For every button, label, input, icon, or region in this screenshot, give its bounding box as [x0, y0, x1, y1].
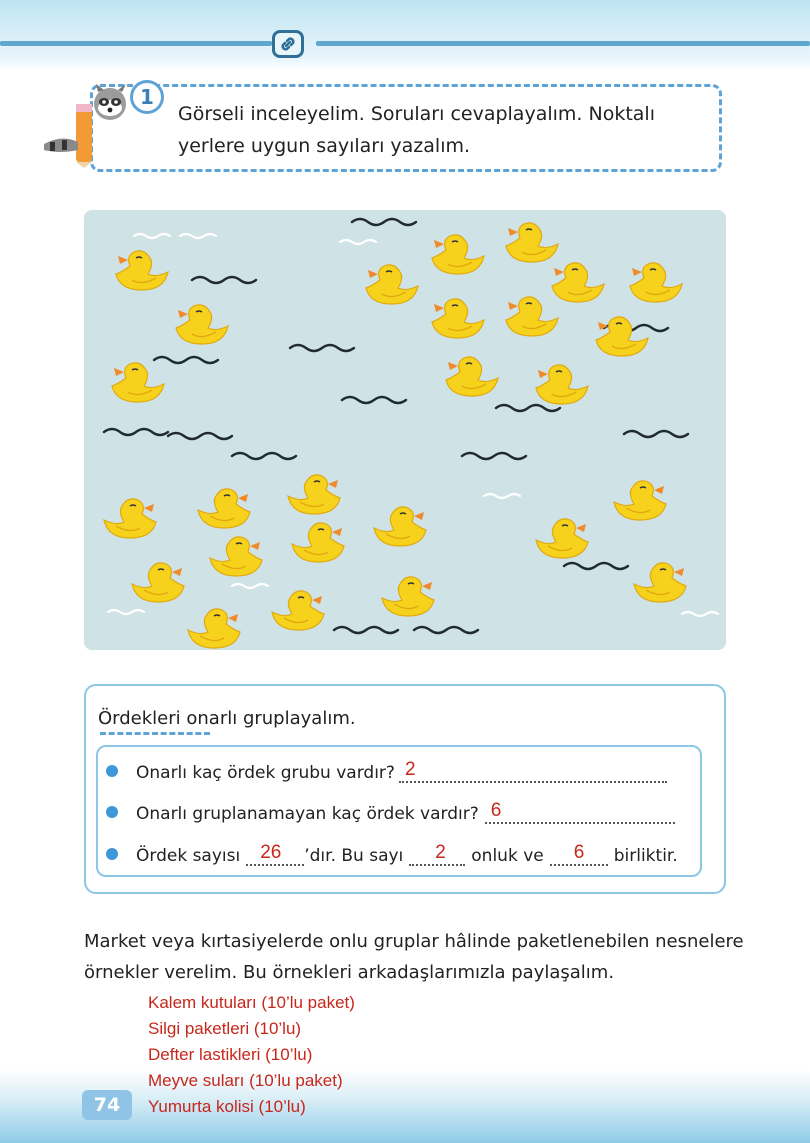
raccoon-pencil-mascot-icon — [42, 84, 132, 172]
link-icon — [272, 30, 304, 58]
title-underline — [100, 732, 210, 735]
prompt-paragraph: Market veya kırtasiyelerde onlu gruplar hâlinde paketlenebilen nesnelere örnekler verelim. Bu örnekleri arkadaşlarımızla paylaşalım. — [84, 931, 744, 983]
header-rule-left — [0, 41, 272, 46]
answer-field-3b[interactable] — [409, 842, 465, 866]
question-3-part2: ’dır. Bu sayı — [304, 846, 404, 866]
bullet-icon — [106, 765, 118, 777]
duck-pond-illustration — [84, 210, 726, 650]
answer-3b: 2 — [435, 842, 446, 863]
top-header-band — [0, 0, 810, 70]
question-2-text: Onarlı gruplanamayan kaç ördek vardır? — [136, 804, 479, 824]
answer-1: 2 — [404, 759, 416, 780]
example-item: Yumurta kolisi (10’lu) — [148, 1097, 306, 1116]
question-title: Ördekleri onarlı gruplayalım. — [98, 708, 356, 729]
answer-field-2[interactable] — [485, 800, 675, 824]
example-item: Kalem kutuları (10’lu paket) — [148, 993, 355, 1012]
question-3-part4: birliktir. — [613, 846, 678, 866]
activity-number-badge: 1 — [130, 80, 164, 114]
question-row-2 — [106, 798, 675, 824]
bullet-icon — [106, 848, 118, 860]
answer-3a: 26 — [260, 842, 282, 863]
page-number: 74 — [82, 1090, 132, 1120]
example-item: Meyve suları (10’lu paket) — [148, 1071, 343, 1090]
answer-field-1[interactable] — [399, 759, 667, 783]
question-3-part1: Ördek sayısı — [136, 846, 241, 866]
ducks — [104, 223, 686, 648]
answer-field-3c[interactable] — [550, 842, 608, 866]
example-item: Defter lastikleri (10’lu) — [148, 1045, 313, 1064]
bullet-icon — [106, 806, 118, 818]
answer-2: 6 — [490, 800, 502, 821]
header-rule-right — [316, 41, 810, 46]
question-1-text: Onarlı kaç ördek grubu vardır? — [136, 763, 395, 783]
answer-field-3a[interactable] — [246, 842, 304, 866]
examples-list — [148, 990, 355, 1120]
question-row-3 — [106, 840, 678, 866]
question-3-part3: onluk ve — [471, 846, 544, 866]
waves — [104, 219, 718, 633]
example-item: Silgi paketleri (10’lu) — [148, 1019, 302, 1038]
question-row-1 — [106, 757, 667, 783]
answer-3c: 6 — [573, 842, 585, 863]
instruction-text: Görseli inceleyelim. Soruları cevaplayalım. Noktalı yerlere uygun sayıları yazalım. — [178, 103, 655, 157]
